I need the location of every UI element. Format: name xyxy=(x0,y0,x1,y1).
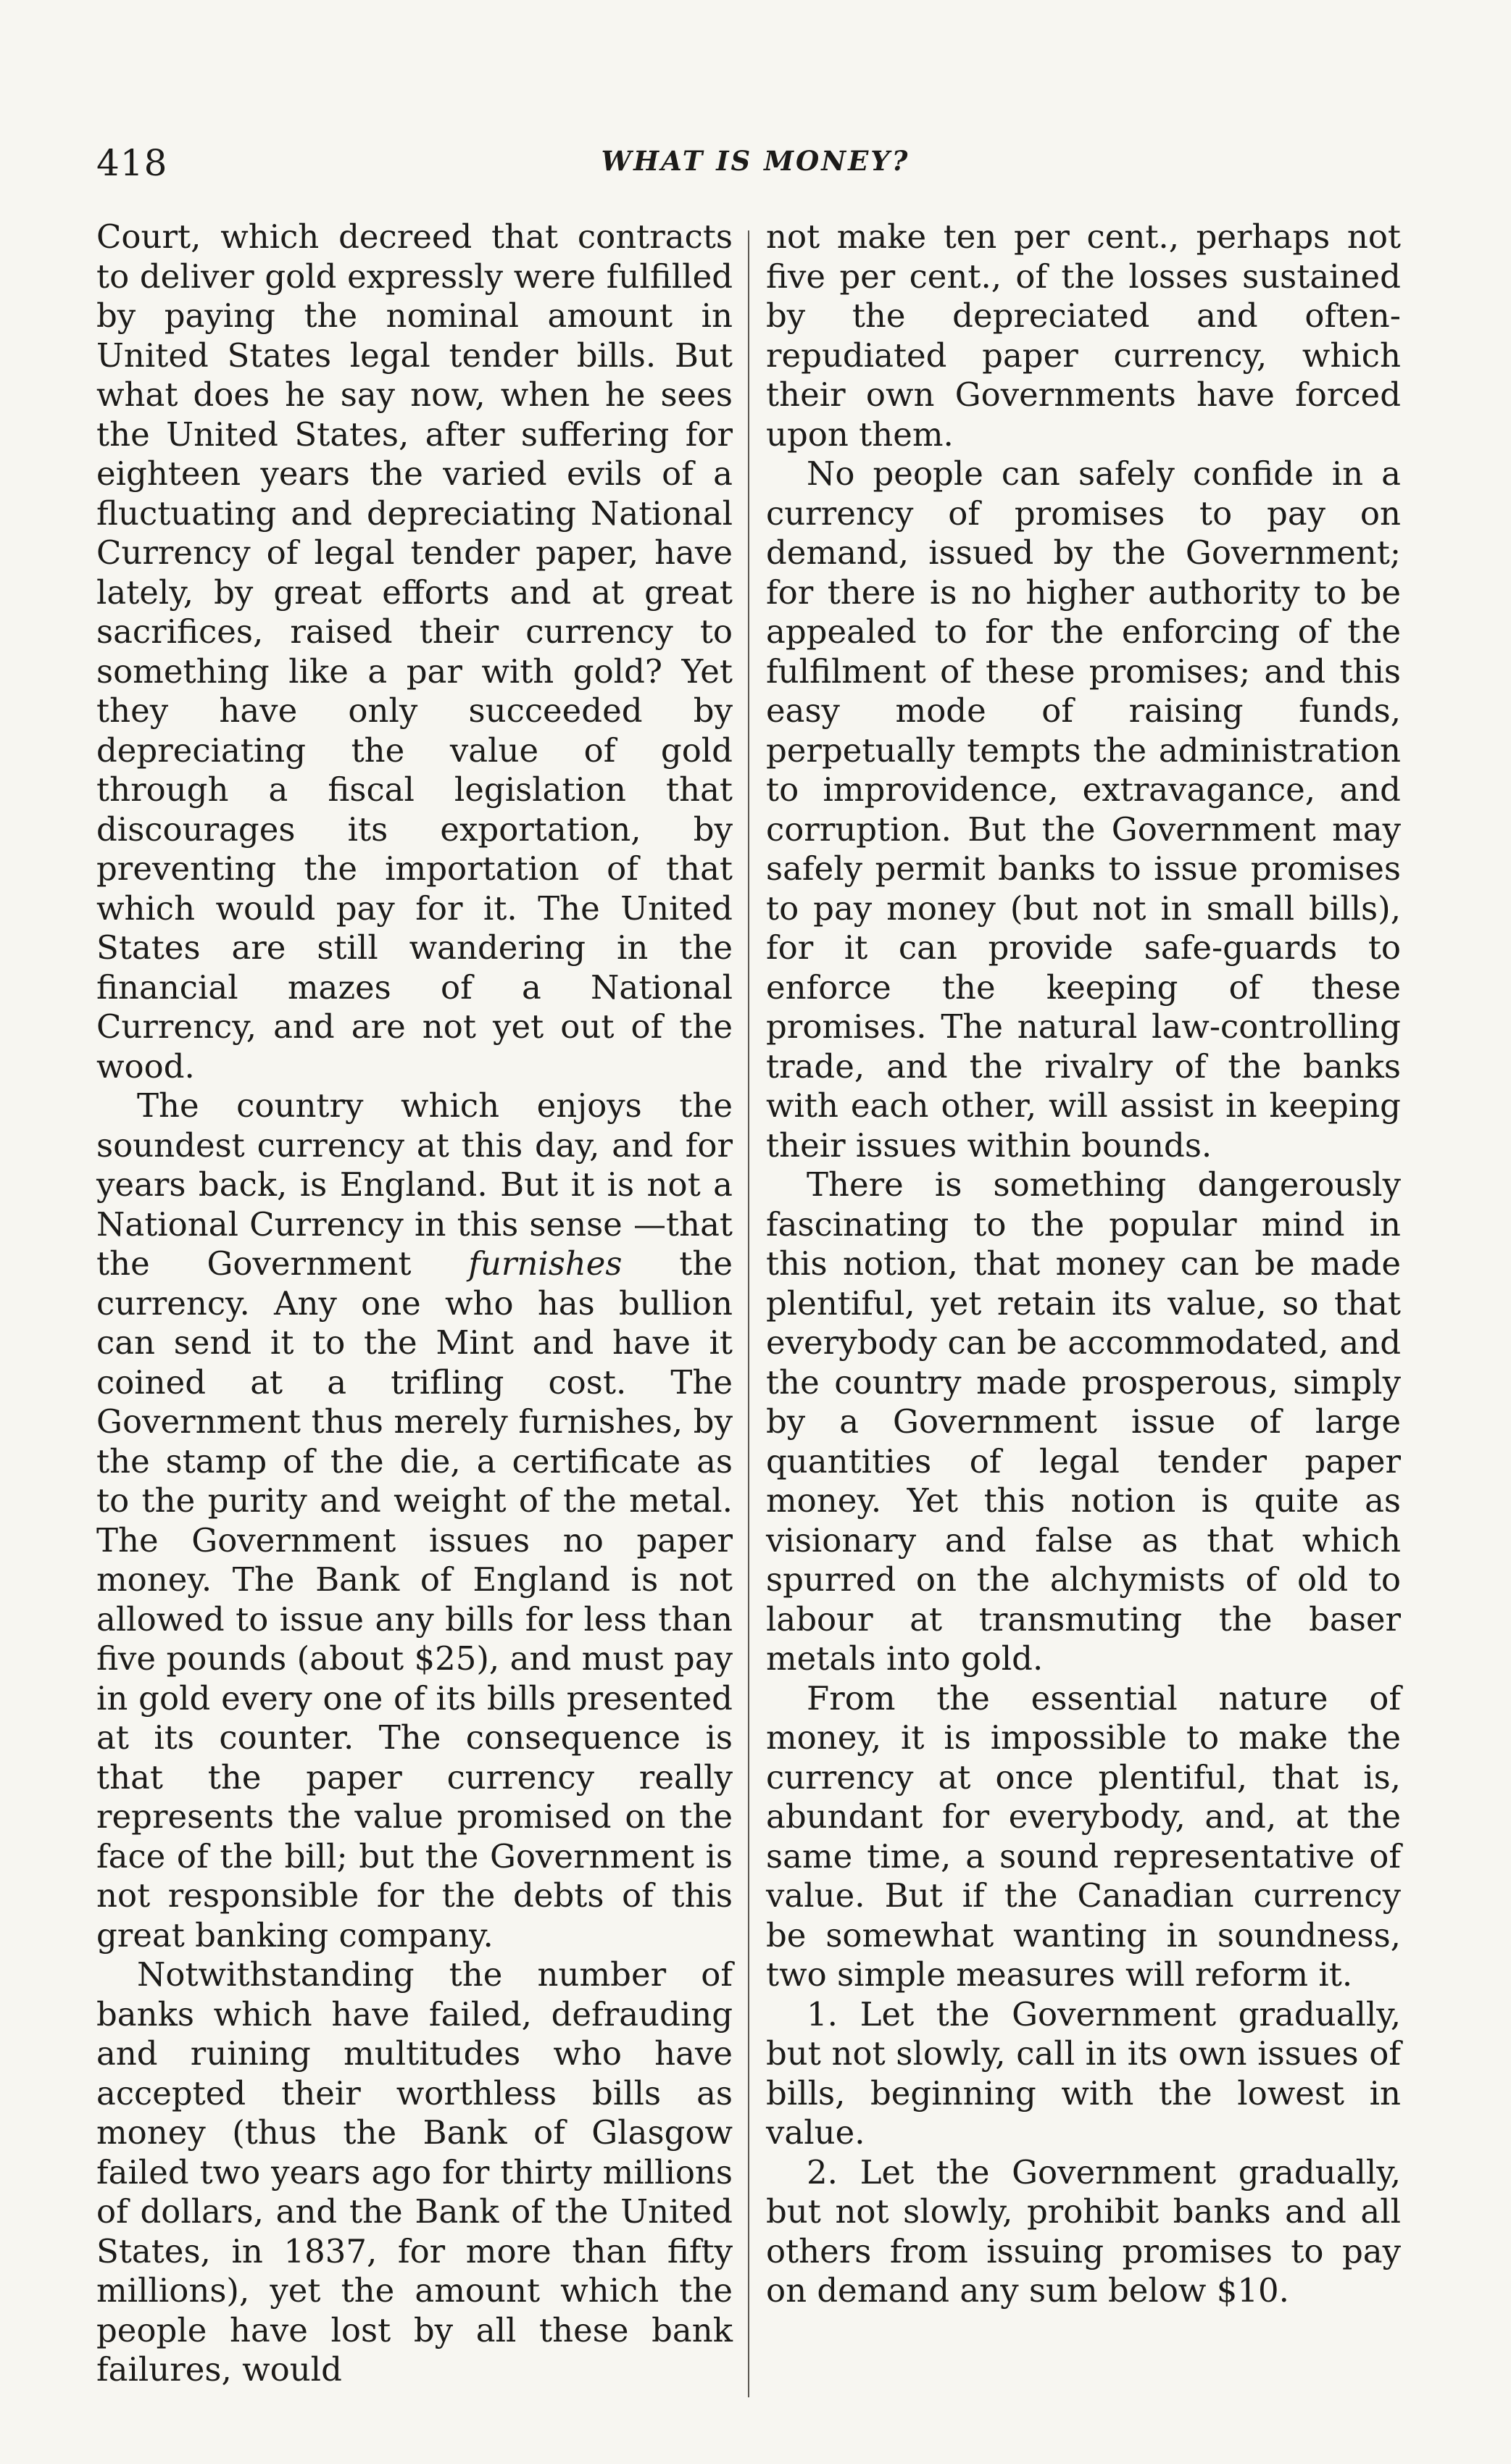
left-column xyxy=(96,217,733,2390)
right-column xyxy=(766,217,1401,2311)
paragraph: From the essential nature of money, it is impossible to make the currency at once plentiful, that is, abundant for everybody, and, at the same time, a sound representative of value. But if the Canadian currency be somewhat wanting in soundness, two simple measures will reform it. xyxy=(766,1678,1401,1994)
emphasis-text: furnishes xyxy=(468,1244,623,1283)
paragraph: not make ten per cent., perhaps not five per cent., of the losses sustained by the depreciated and often-repudiated paper currency, which their own Governments have forced upon them. xyxy=(766,217,1401,454)
running-title: WHAT IS MONEY? xyxy=(601,145,910,177)
list-item: 2. Let the Government gradually, but not slowly, prohibit banks and all others from issuing promises to pay on demand any sum below $10. xyxy=(766,2152,1401,2310)
paragraph-text: the currency. Any one who has bullion can send it to the Mint and have it coined at a trifling cost. The Government thus merely furnishes, by the stamp of the die, a certificate as to the purity and weight of the metal. The Government issues no paper money. The Bank of England is not allowed to issue any bills for less than five pounds (about $25), and must pay in gold every one of its bills presented at its counter. The consequence is that the paper currency really represents the value promised on the face of the bill; but the Government is not responsible for the debts of this great banking company. xyxy=(96,1244,733,1955)
paragraph-text: The country which enjoys the soundest currency at this day, and for years back, is England. But it is not a National Currency in this sense —that the Government xyxy=(96,1086,733,1283)
paragraph: Court, which decreed that contracts to deliver gold expressly were fulfilled by paying the nominal amount in United States legal tender bills. But what does he say now, when he sees the United States, after suffering for eighteen years the varied evils of a fluctuating and depreciating National Currency of legal tender paper, have lately, by great efforts and at great sacrifices, raised their currency to something like a par with gold? Yet they have only succeeded by depreciating the value of gold through a fiscal legislation that discourages its exportation, by preventing the importation of that which would pay for it. The United States are still wandering in the financial mazes of a National Currency, and are not yet out of the wood. xyxy=(96,217,733,1086)
page-number: 418 xyxy=(96,142,168,184)
paragraph: Notwithstanding the number of banks which have failed, defrauding and ruining multitudes who have accepted their worthless bills as money (thus the Bank of Glasgow failed two years ago for thirty millions of dollars, and the Bank of the United States, in 1837, for more than fifty millions), yet the amount which the people have lost by all these bank failures, would xyxy=(96,1955,733,2389)
paragraph xyxy=(96,1086,733,1955)
list-item: 1. Let the Government gradually, but not slowly, call in its own issues of bills, beginning with the lowest in value. xyxy=(766,1994,1401,2152)
paragraph: There is something dangerously fascinating to the popular mind in this notion, that money can be made plentiful, yet retain its value, so that everybody can be accommodated, and the country made prosperous, simply by a Government issue of large quantities of legal tender paper money. Yet this notion is quite as visionary and false as that which spurred on the alchymists of old to labour at transmuting the baser metals into gold. xyxy=(766,1165,1401,1678)
paragraph: No people can safely confide in a currency of promises to pay on demand, issued by the Government; for there is no higher authority to be appealed to for the enforcing of the fulfilment of these promises; and this easy mode of raising funds, perpetually tempts the administration to improvidence, extravagance, and corruption. But the Government may safely permit banks to issue promises to pay money (but not in small bills), for it can provide safe-guards to enforce the keeping of these promises. The natural law-controlling trade, and the rivalry of the banks with each other, will assist in keeping their issues within bounds. xyxy=(766,454,1401,1165)
column-divider xyxy=(748,230,749,2397)
